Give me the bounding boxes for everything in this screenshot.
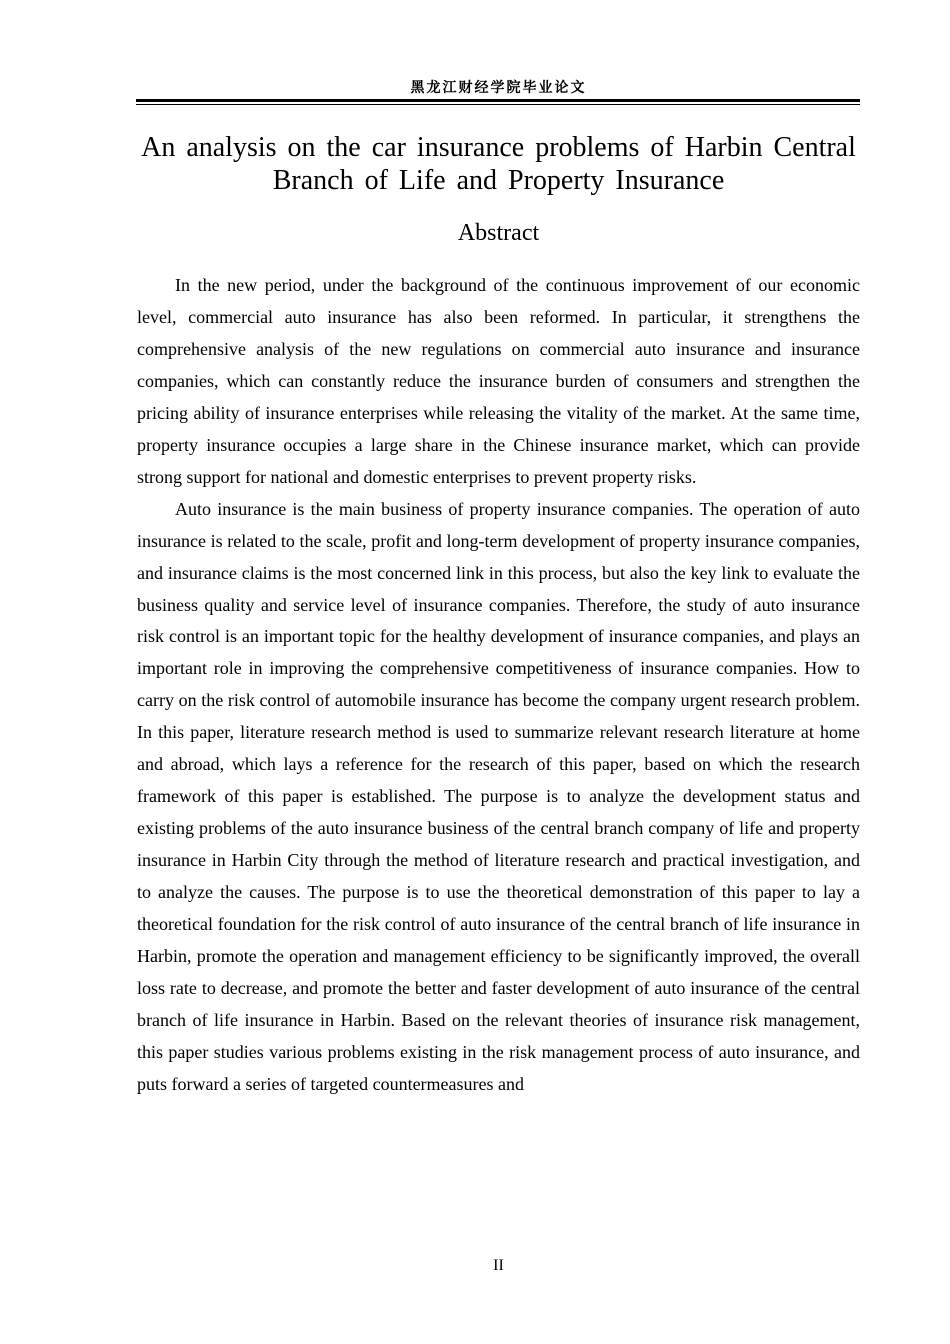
header-rule-thick: [136, 99, 860, 102]
abstract-body: [137, 270, 860, 1101]
page-number: II: [493, 1257, 504, 1274]
abstract-paragraph-1: In the new period, under the background of the continuous improvement of our economic level, commercial auto insurance has also been reformed. In particular, it strengthens the comprehensive analysis of the new regulations on commercial auto insurance and insurance companies, which can constantly reduce the insurance burden of consumers and strengthen the pricing ability of insurance enterprises while releasing the vitality of the market. At the same time, property insurance occupies a large share in the Chinese insurance market, which can provide strong support for national and domestic enterprises to prevent property risks.: [137, 275, 860, 487]
abstract-paragraph-2: Auto insurance is the main business of property insurance companies. The operation of auto insurance is related to the scale, profit and long-term development of property insurance companies, and insurance claims is the most concerned link in this process, but also the key link to evaluate the business quality and service level of insurance companies. Therefore, the study of auto insurance risk control is an important topic for the healthy development of insurance companies, and plays an important role in improving the comprehensive competitiveness of insurance companies. How to carry on the risk control of automobile insurance has become the company urgent research problem. In this paper, literature research method is used to summarize relevant research literature at home and abroad, which lays a reference for the research of this paper, based on which the research framework of this paper is established. The purpose is to analyze the development status and existing problems of the auto insurance business of the central branch company of life and property insurance in Harbin City through the method of literature research and practical investigation, and to analyze the causes. The purpose is to use the theoretical demonstration of this paper to lay a theoretical foundation for the risk control of auto insurance of the central branch of life insurance in Harbin, promote the operation and management efficiency to be significantly improved, the overall loss rate to decrease, and promote the better and faster development of auto insurance of the central branch of life insurance in Harbin. Based on the relevant theories of insurance risk management, this paper studies various problems existing in the risk management process of auto insurance, and puts forward a series of targeted countermeasures and: [137, 498, 860, 1094]
header-rule-thin: [136, 104, 860, 105]
running-header: 黑龙江财经学院毕业论文: [410, 80, 587, 96]
paper-title: An analysis on the car insurance problems of Harbin Central Branch of Life and Property Insurance: [141, 132, 856, 196]
abstract-heading: Abstract: [457, 220, 540, 246]
